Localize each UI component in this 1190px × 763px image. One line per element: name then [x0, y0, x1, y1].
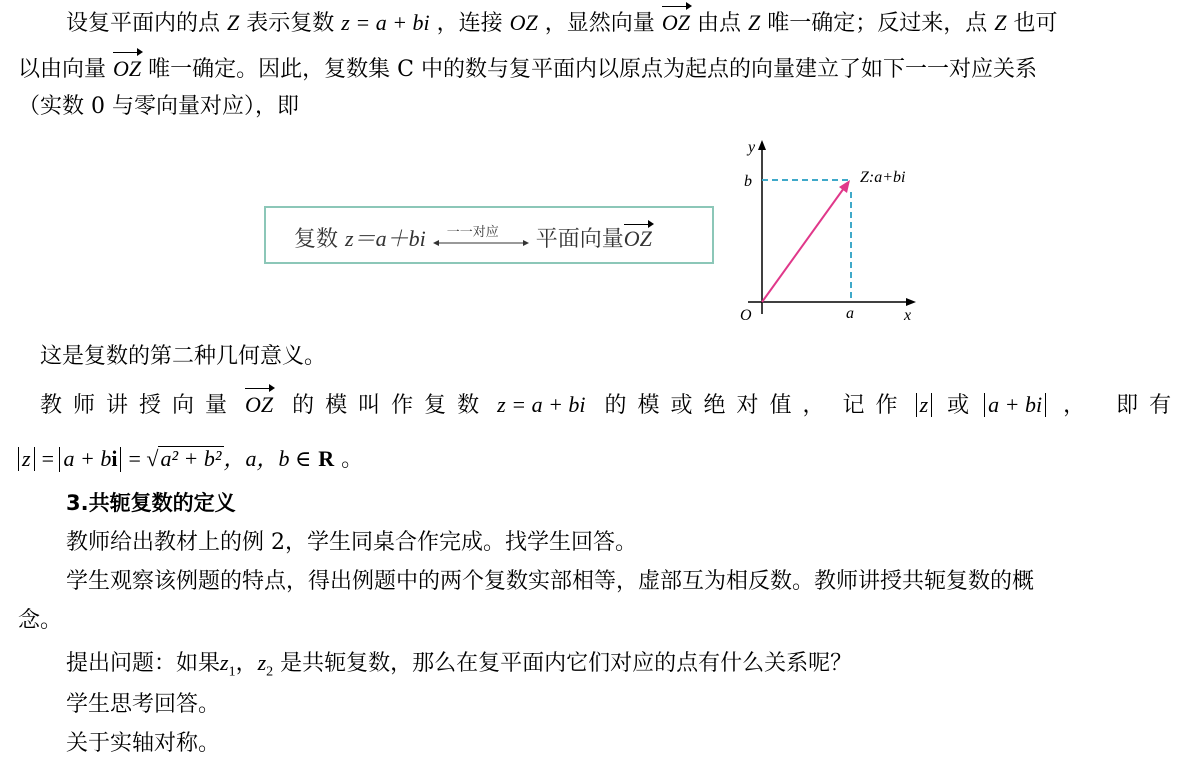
y-axis-arrow-icon	[758, 140, 766, 150]
text: 学生观察该例题的特点，得出例题中的两个复数实部相等，虚部互为相反数。教师讲授共轭复数的概	[66, 569, 1035, 594]
para1-line2	[18, 52, 1037, 85]
complex-plane-figure	[726, 132, 926, 336]
abs-z: z	[916, 393, 933, 417]
text: 是共轭复数，那么在复平面内它们对应的点有什么关系呢？	[280, 651, 853, 676]
point-z: Z	[227, 10, 240, 35]
mapping-left: 复数	[294, 227, 339, 252]
y-label: y	[748, 139, 756, 156]
x-label: x	[904, 307, 912, 324]
text: ，	[1063, 393, 1086, 418]
mapping-right: 平面向量	[535, 227, 624, 252]
complex-eq: z = a + bi	[341, 10, 430, 35]
oz-text: OZ	[509, 10, 538, 35]
answer-line	[66, 729, 220, 759]
text: （实数 0 与零向量对应），即	[18, 94, 299, 119]
abs-a-b: a + b	[63, 446, 112, 471]
text: ，显然向量	[544, 11, 655, 36]
text: 念。	[18, 608, 63, 633]
observe-line2	[18, 606, 62, 636]
text: 以由向量	[18, 57, 107, 82]
mapping-eq: z＝a＋bi	[345, 226, 426, 251]
abs-apbi: a + bi	[984, 393, 1046, 417]
text: 由点	[696, 11, 741, 36]
think-line	[66, 690, 220, 720]
text: ，连接	[436, 11, 503, 36]
x-axis-arrow-icon	[906, 298, 916, 306]
text: ，a，b ∈	[223, 446, 312, 471]
point-z: Z	[994, 10, 1007, 35]
text: 教师给出教材上的例 2，学生同桌合作完成。找学生回答。	[66, 530, 637, 555]
point-z: Z	[747, 10, 761, 35]
text: 或	[947, 393, 970, 418]
origin-label: O	[740, 307, 752, 324]
text: 也可	[1013, 11, 1058, 36]
imag-i: i	[111, 446, 118, 471]
para1-line1	[66, 6, 1057, 39]
sub2: 2	[266, 664, 274, 680]
text: 唯一确定。因此，复数集 C 中的数与复平面内以原点为起点的向量建立了如下一一对应关系	[148, 57, 1037, 82]
text: 关于实轴对称。	[66, 731, 221, 756]
point-label: Z:a+bi	[860, 169, 906, 186]
vector-line	[762, 188, 844, 302]
arrow-label: 一一对应	[446, 225, 499, 240]
vector-oz: OZ	[662, 6, 690, 38]
vector-oz: OZ	[623, 226, 652, 251]
modulus-line2: z = a + bi = √a² + b²，a，b ∈ R 。	[18, 444, 363, 475]
mapping-box	[264, 206, 714, 264]
abs-z: z	[18, 447, 35, 471]
z2: z	[257, 650, 267, 675]
text: 表示复数	[246, 11, 335, 36]
text: 。	[334, 447, 364, 472]
text: 这是复数的第二种几何意义。	[40, 344, 327, 369]
text: 记作	[842, 393, 909, 418]
text: 设复平面内的点	[66, 11, 221, 36]
z1: z	[220, 650, 229, 675]
text: 的模叫作复数	[292, 393, 491, 418]
sub1: 1	[228, 664, 236, 680]
example-line	[66, 528, 637, 558]
complex-plane-svg	[726, 132, 926, 332]
text: 学生思考回答。	[66, 692, 221, 717]
para1-line3	[18, 92, 299, 122]
text: 3.共轭复数的定义	[66, 491, 236, 515]
section3-title	[66, 488, 236, 518]
b-label: b	[744, 173, 752, 190]
sqrt-expr: a² + b²	[160, 446, 222, 471]
vector-oz: OZ	[113, 52, 141, 84]
question-line	[66, 648, 852, 687]
geo-meaning-line	[40, 342, 326, 372]
modulus-line1	[40, 388, 1182, 421]
bidirectional-arrow-icon	[433, 225, 529, 251]
real-set: R	[318, 446, 335, 471]
mapping-content	[294, 222, 652, 253]
text: 提出问题：如果	[66, 651, 221, 676]
text: 的模或绝对值，	[604, 393, 836, 418]
complex-eq: z = a + bi	[497, 392, 586, 417]
text: ，	[235, 651, 258, 676]
observe-line1	[66, 567, 1034, 597]
vector-oz: OZ	[245, 388, 273, 420]
text: 即有	[1116, 393, 1183, 418]
text: 唯一确定；反过来，点	[767, 11, 988, 36]
text: 教师讲授向量	[40, 393, 239, 418]
a-label: a	[846, 305, 854, 322]
